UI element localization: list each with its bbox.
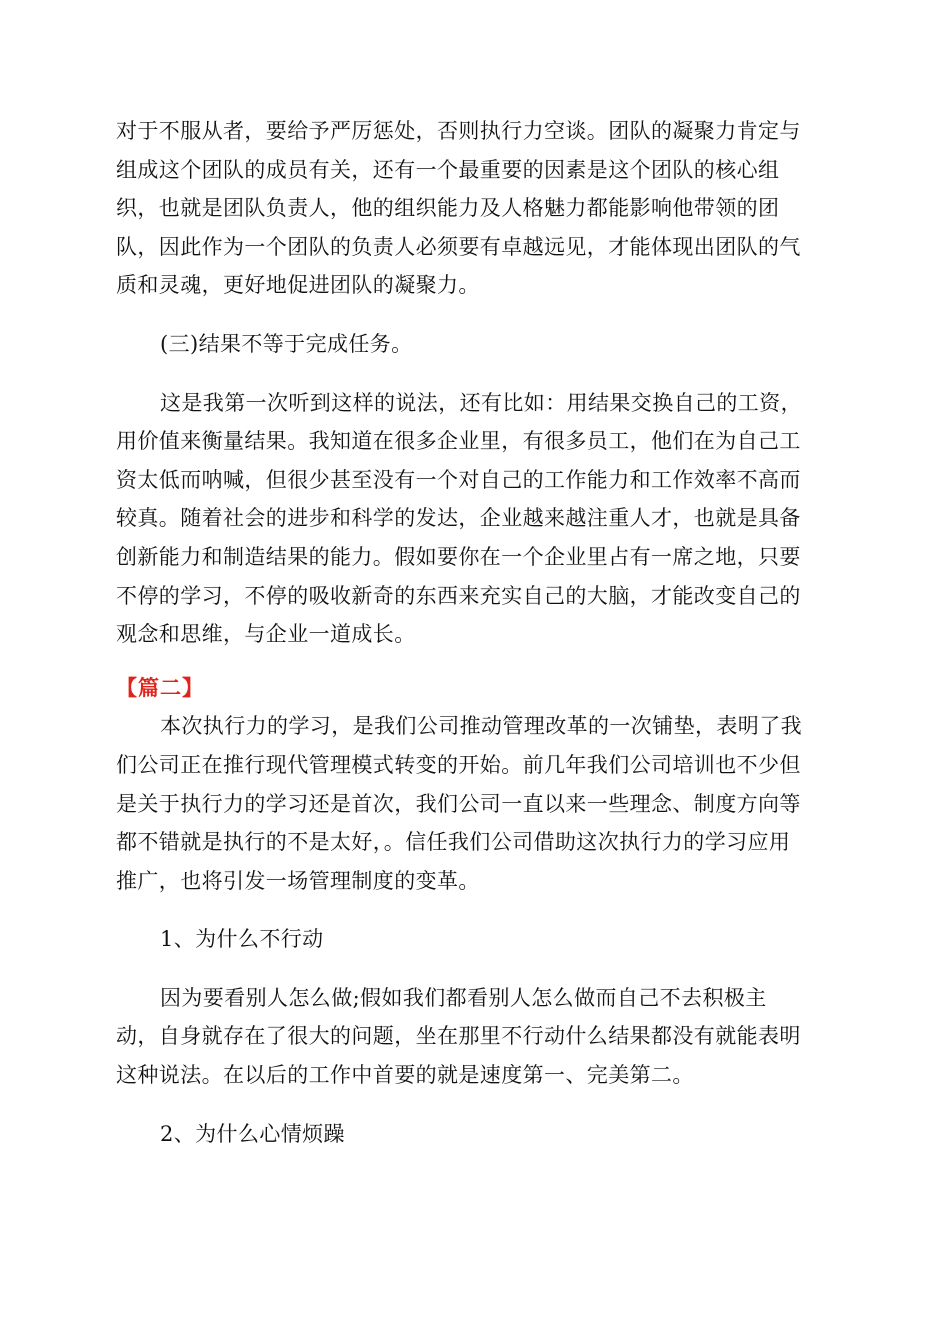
text-line: 1、为什么不行动 (160, 927, 324, 952)
paragraph-execution-study (116, 707, 832, 900)
text-line: 较真。随着社会的进步和科学的发达，企业越来越注重人才，也就是具备 (116, 506, 801, 531)
text-line: 资太低而呐喊，但很少甚至没有一个对自己的工作能力和工作效率不高而 (116, 467, 801, 492)
paragraph-why-not-act (116, 979, 832, 1095)
text-line: 对于不服从者，要给予严厉惩处，否则执行力空谈。团队的凝聚力肯定与 (116, 119, 801, 143)
section-title-part-two (116, 669, 832, 708)
text-line: 队，因此作为一个团队的负责人必须要有卓越远见，才能体现出团队的气 (116, 234, 801, 259)
text-line: 【篇二】 (116, 675, 204, 700)
subheading-why-not-act (116, 920, 832, 959)
text-line: 这种说法。在以后的工作中首要的就是速度第一、完美第二。 (116, 1063, 694, 1088)
text-line: 2、为什么心情烦躁 (160, 1121, 345, 1146)
text-line: 们公司正在推行现代管理模式转变的开始。前几年我们公司培训也不少但 (116, 752, 801, 777)
text-line: 是关于执行力的学习还是首次，我们公司一直以来一些理念、制度方向等 (116, 791, 801, 816)
text-line: 动，自身就存在了很大的问题，坐在那里不行动什么结果都没有就能表明 (116, 1024, 801, 1049)
paragraph-team-cohesion (116, 112, 832, 305)
section-heading-three (116, 325, 832, 364)
document-body (116, 112, 832, 1153)
text-line: 织，也就是团队负责人，他的组织能力及人格魅力都能影响他带领的团 (116, 196, 780, 221)
text-line: 组成这个团队的成员有关，还有一个最重要的因素是这个团队的核心组 (116, 157, 780, 182)
text-line: 质和灵魂，更好地促进团队的凝聚力。 (116, 273, 480, 298)
text-line: 不停的学习，不停的吸收新奇的东西来充实自己的大脑，才能改变自己的 (116, 583, 801, 608)
text-line: 都不错就是执行的不是太好，。信任我们公司借助这次执行力的学习应用 (116, 830, 791, 855)
text-line: 观念和思维，与企业一道成长。 (116, 622, 416, 647)
text-line: (三)结果不等于完成任务。 (160, 331, 413, 356)
paragraph-results (116, 384, 832, 654)
text-line: 因为要看别人怎么做;假如我们都看别人怎么做而自己不去积极主 (160, 985, 767, 1010)
text-line: 推广，也将引发一场管理制度的变革。 (116, 868, 480, 893)
text-line: 创新能力和制造结果的能力。假如要你在一个企业里占有一席之地，只要 (116, 544, 801, 569)
text-line: 这是我第一次听到这样的说法，还有比如：用结果交换自己的工资， (160, 390, 802, 415)
subheading-why-irritable (116, 1115, 832, 1154)
text-line: 用价值来衡量结果。我知道在很多企业里，有很多员工，他们在为自己工 (116, 429, 801, 454)
text-line: 本次执行力的学习，是我们公司推动管理改革的一次铺垫，表明了我 (160, 714, 802, 739)
